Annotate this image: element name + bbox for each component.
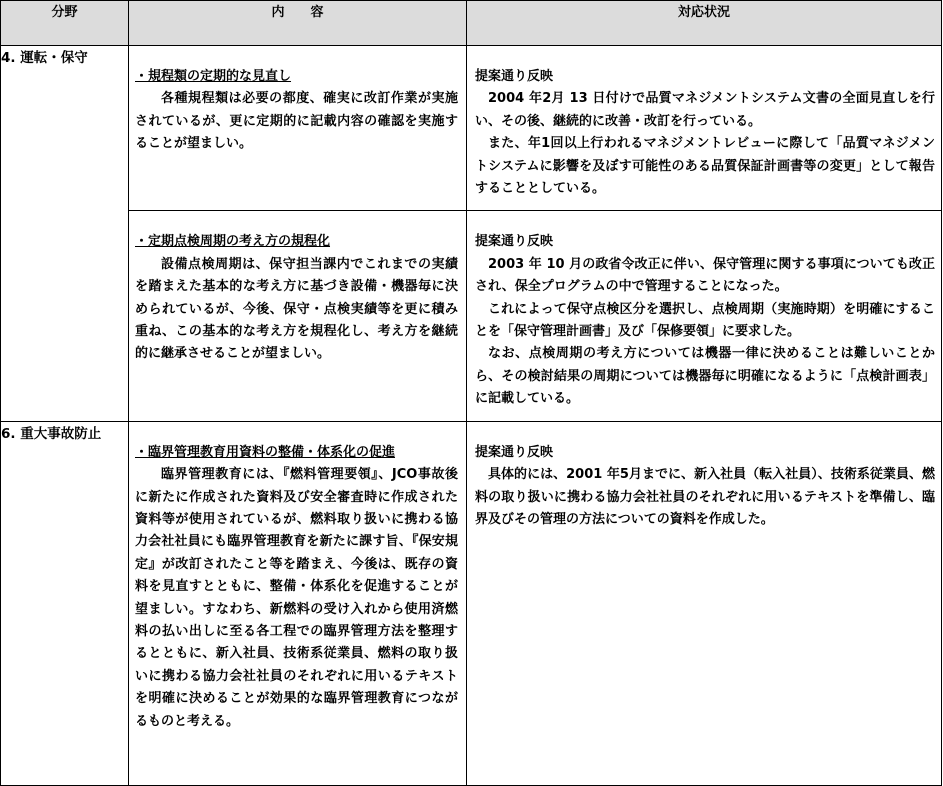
item-title: ・臨界管理教育用資料の整備・体系化の促進 — [135, 444, 396, 460]
status-label: 提案通り反映 — [475, 234, 554, 250]
item-body: 設備点検周期は、保守担当課内でこれまでの実績を踏まえた基本的な考え方に基づき設備・機器毎に決められているが、今後、保守・点検実績等を更に積み重ね、この基本的な考え方を規程化し、考え方を継続的に継承させることが望ましい。 — [135, 256, 458, 362]
field-label: 6. 重大事故防止 — [1, 425, 102, 442]
status-cell — [467, 46, 942, 211]
item-title: ・定期点検周期の考え方の規程化 — [135, 234, 331, 250]
status-paragraph: 2003 年 10 月の政省令改正に伴い、保守管理に関する事項についても改正され、保全プログラムの中で管理することになった。 — [475, 256, 935, 295]
status-label: 提案通り反映 — [475, 444, 554, 460]
content-cell — [129, 211, 467, 421]
item-body: 臨界管理教育には、『燃料管理要領』、JCO事故後に新たに作成された資料及び安全審査時に作成された資料等が使用されているが、燃料取り扱いに携わる協力会社社員にも臨界管理教育を新たに課す旨、『保安規定』が改訂されたこと等を踏まえ、今後は、既存の資料を見直すとともに、整備・体系化を促進することが望ましい。すなわち、新燃料の受け入れから使用済燃料の払い出しに至る各工程での臨界管理方法を整理するとともに、新入社員、技術系従業員、燃料の取り扱いに携わる協力会社社員のそれぞれに用いるテキストを明確に決めることが効果的な臨界管理教育につながるものと考える。 — [135, 467, 458, 729]
content-cell — [129, 46, 467, 211]
table-row — [1, 211, 942, 421]
status-paragraph: これによって保守点検区分を選択し、点検周期（実施時期）を明確にすることを「保守管理計画書」及び「保修要領」に要求した。 — [475, 301, 935, 340]
status-label: 提案通り反映 — [475, 69, 554, 84]
status-paragraph: 具体的には、2001 年5月までに、新入社員（転入社員）、技術系従業員、燃料の取り扱いに携わる協力会社社員のそれぞれに用いるテキストを準備し、臨界及びその管理の方法についての資料を作成した。 — [475, 467, 935, 527]
item-title: ・規程類の定期的な見直し — [135, 69, 292, 84]
status-cell — [467, 421, 942, 785]
content-cell — [129, 421, 467, 785]
status-paragraph: また、年1回以上行われるマネジメントレビューに際して「品質マネジメントシステムに影響を及ぼす可能性のある品質保証計画書等の変更」として報告することとしている。 — [475, 136, 935, 197]
table-row — [1, 46, 942, 211]
item-body: 各種規程類は必要の都度、確実に改訂作業が実施されているが、更に定期的に記載内容の確認を実施することが望ましい。 — [135, 91, 458, 152]
header-status: 対応状況 — [467, 1, 942, 46]
status-paragraph: 2004 年2月 13 日付けで品質マネジメントシステム文書の全面見直しを行い、その後、継続的に改善・改訂を行っている。 — [475, 91, 935, 129]
table-row — [1, 421, 942, 785]
header-field: 分野 — [1, 1, 129, 46]
field-cell — [1, 46, 129, 422]
status-paragraph: なお、点検周期の考え方については機器一律に決めることは難しいことから、その検討結果の周期については機器毎に明確になるように「点検計画表」に記載している。 — [475, 346, 935, 407]
status-cell — [467, 211, 942, 421]
header-row — [1, 1, 942, 46]
field-label: 4. 運転・保守 — [1, 50, 88, 66]
field-cell — [1, 421, 129, 785]
header-content: 内 容 — [129, 1, 467, 46]
